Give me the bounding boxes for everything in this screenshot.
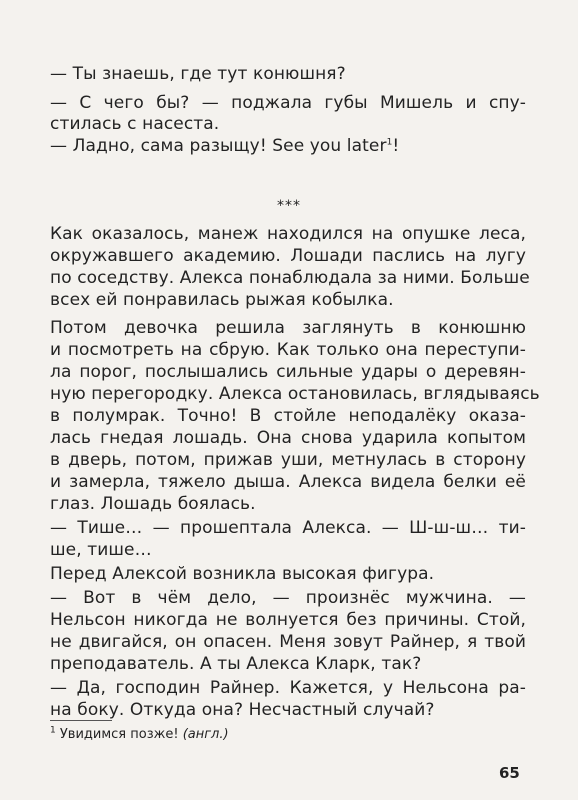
text-line: и замерла, тяжело дыша. Алекса видела белки её (50, 472, 526, 492)
text-line-tail: ! (392, 136, 400, 156)
text-line: окружавшего академию. Лошади паслись на лугу (50, 246, 526, 266)
text-line: — С чего бы? — поджала губы Мишель и спу- (50, 93, 526, 113)
footnote (50, 726, 229, 744)
text-line: Перед Алексой возникла высокая фигура. (50, 564, 435, 584)
text-line: ла порог, послышались сильные удары о деревян- (50, 362, 526, 382)
text-line: на боку. Откуда она? Несчастный случай? (50, 700, 435, 720)
text-line: — Тише… — прошептала Алекса. — Ш-ш-ш… ти- (50, 518, 526, 538)
footnote-mark: 1 (386, 137, 393, 148)
text-line: — Ты знаешь, где тут конюшня? (50, 64, 346, 84)
text-line: Потом девочка решила заглянуть в конюшню (50, 318, 526, 338)
text-line: лась гнедая лошадь. Она снова ударила копытом (50, 428, 526, 448)
footnote-divider (50, 720, 112, 721)
text-line: в дверь, потом, прижав уши, метнулась в сторону (50, 450, 526, 470)
footnote-language-note: (англ.) (182, 727, 229, 742)
text-line: и посмотреть на сбрую. Как только она переступи- (50, 340, 526, 360)
text-line: преподаватель. А ты Алекса Кларк, так? (50, 654, 422, 674)
section-separator: *** (277, 198, 301, 214)
text-line: не двигайся, он опасен. Меня зовут Райнер, я твой (50, 632, 526, 652)
text-line: стилась с насеста. (50, 114, 220, 134)
text-line: всех ей понравилась рыжая кобылка. (50, 290, 394, 310)
footnote-text: Увидимся позже! (59, 727, 179, 742)
text-line: по соседству. Алекса понаблюдала за ними. Больше (50, 268, 530, 288)
text-line: Как оказалось, манеж находился на опушке леса, (50, 224, 526, 244)
text-line: — Ладно, сама разыщу! See you later (50, 136, 387, 156)
text-line: Нельсон никогда не волнуется без причины. Стой, (50, 610, 526, 630)
text-line: — Вот в чём дело, — произнёс мужчина. — (50, 588, 526, 608)
text-line: в полумрак. Точно! В стойле неподалёку оказа- (50, 406, 526, 426)
footnote-number: 1 (50, 725, 56, 736)
text-line: глаз. Лошадь боялась. (50, 494, 256, 514)
text-line-with-footnote (50, 136, 528, 157)
page-number: 65 (499, 764, 520, 782)
text-line: ную перегородку. Алекса остановилась, вглядываясь (50, 384, 540, 404)
text-line: ше, тише… (50, 540, 152, 560)
text-line: — Да, господин Райнер. Кажется, у Нельсона ра- (50, 678, 526, 698)
